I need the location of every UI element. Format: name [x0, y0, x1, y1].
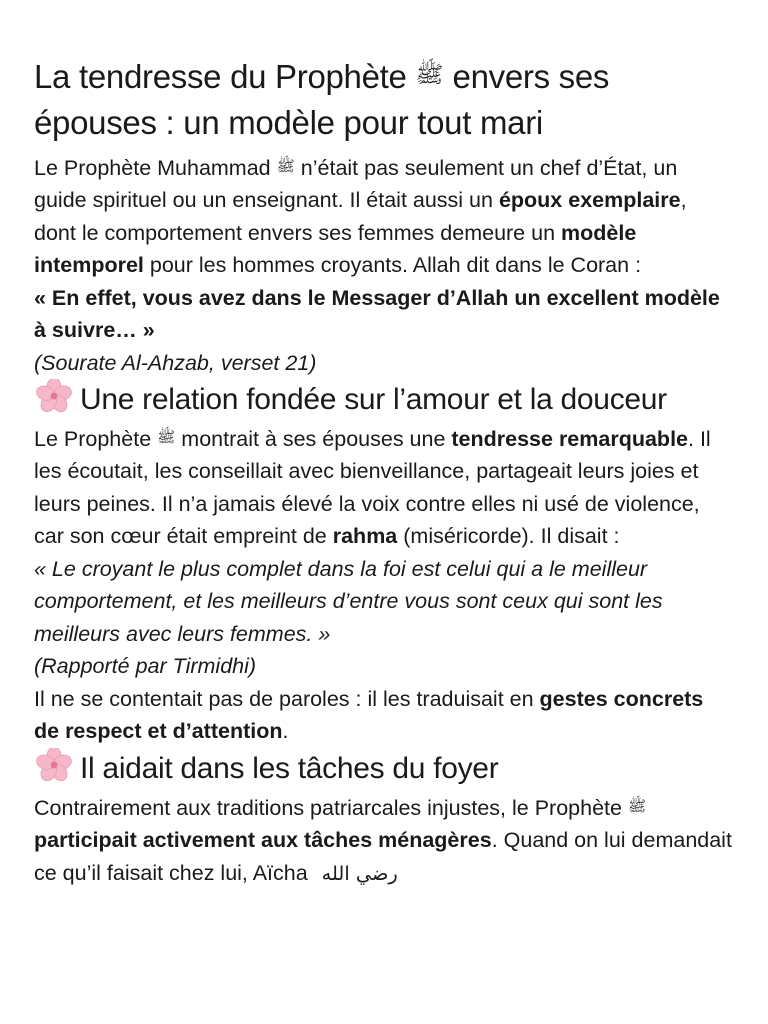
arabic-honorific: رضي الله	[321, 861, 398, 885]
bold-text: gestes concrets de respect et d’attention	[34, 686, 704, 744]
bold-text: tendresse remarquable	[451, 426, 688, 451]
section1-closing: Il ne se contentait pas de paroles : il les traduisait en gestes concrets de respect et d’attention.	[34, 686, 704, 744]
cherry-blossom-icon	[34, 748, 74, 782]
section-heading-love	[34, 379, 734, 421]
hadith-reference: (Rapporté par Tirmidhi)	[34, 654, 257, 679]
intro-paragraph: Le Prophète Muhammad ﷺ n’était pas seulement un chef d’État, un guide spirituel ou un enseignant. Il était aussi un époux exemplaire, dont le comportement envers ses femmes demeure un modèle intemporel pour les hommes croyants. Allah dit dans le Coran :	[34, 155, 687, 278]
section-heading-text: Il aidait dans les tâches du foyer	[80, 751, 499, 785]
title-text: La tendresse du Prophète	[34, 57, 407, 95]
bold-text: participait activement aux tâches ménagères	[34, 828, 492, 853]
cherry-blossom-icon	[34, 379, 74, 413]
bold-text: rahma	[332, 524, 398, 549]
bold-text: époux exemplaire	[498, 188, 681, 213]
quran-quote: « En effet, vous avez dans le Messager d’Allah un excellent modèle à suivre… »	[34, 285, 720, 343]
salawat-symbol: ﷺ	[157, 428, 176, 447]
section-heading-text: Une relation fondée sur l’amour et la douceur	[80, 383, 667, 417]
bold-text: modèle intemporel	[34, 220, 637, 278]
section-heading-household	[34, 748, 734, 790]
section1-paragraph: Le Prophète ﷺ montrait à ses épouses une tendresse remarquable. Il les écoutait, les conseillait avec bienveillance, partageait leurs joies et leurs peines. Il n’a jamais élevé la voix contre elles ni usé de violence, car son cœur était empreint de rahma (miséricorde). Il disait :	[34, 426, 711, 549]
article-title	[34, 52, 734, 146]
salawat-symbol: ﷺ	[415, 62, 444, 88]
section2-paragraph: Contrairement aux traditions patriarcales injustes, le Prophète ﷺ participait activement aux tâches ménagères. Quand on lui demandait ce qu’il faisait chez lui, Aïcha رضي الله	[34, 795, 732, 885]
quote-reference: (Sourate Al-Ahzab, verset 21)	[34, 350, 317, 375]
title-text-end: envers ses épouses : un modèle pour tout mari	[34, 57, 610, 141]
hadith-quote: « Le croyant le plus complet dans la foi est celui qui a le meilleur comportement, et les meilleurs d’entre vous sont ceux qui sont les meilleurs avec leurs femmes. »	[34, 556, 663, 646]
salawat-symbol: ﷺ	[276, 156, 295, 175]
salawat-symbol: ﷺ	[627, 796, 647, 815]
